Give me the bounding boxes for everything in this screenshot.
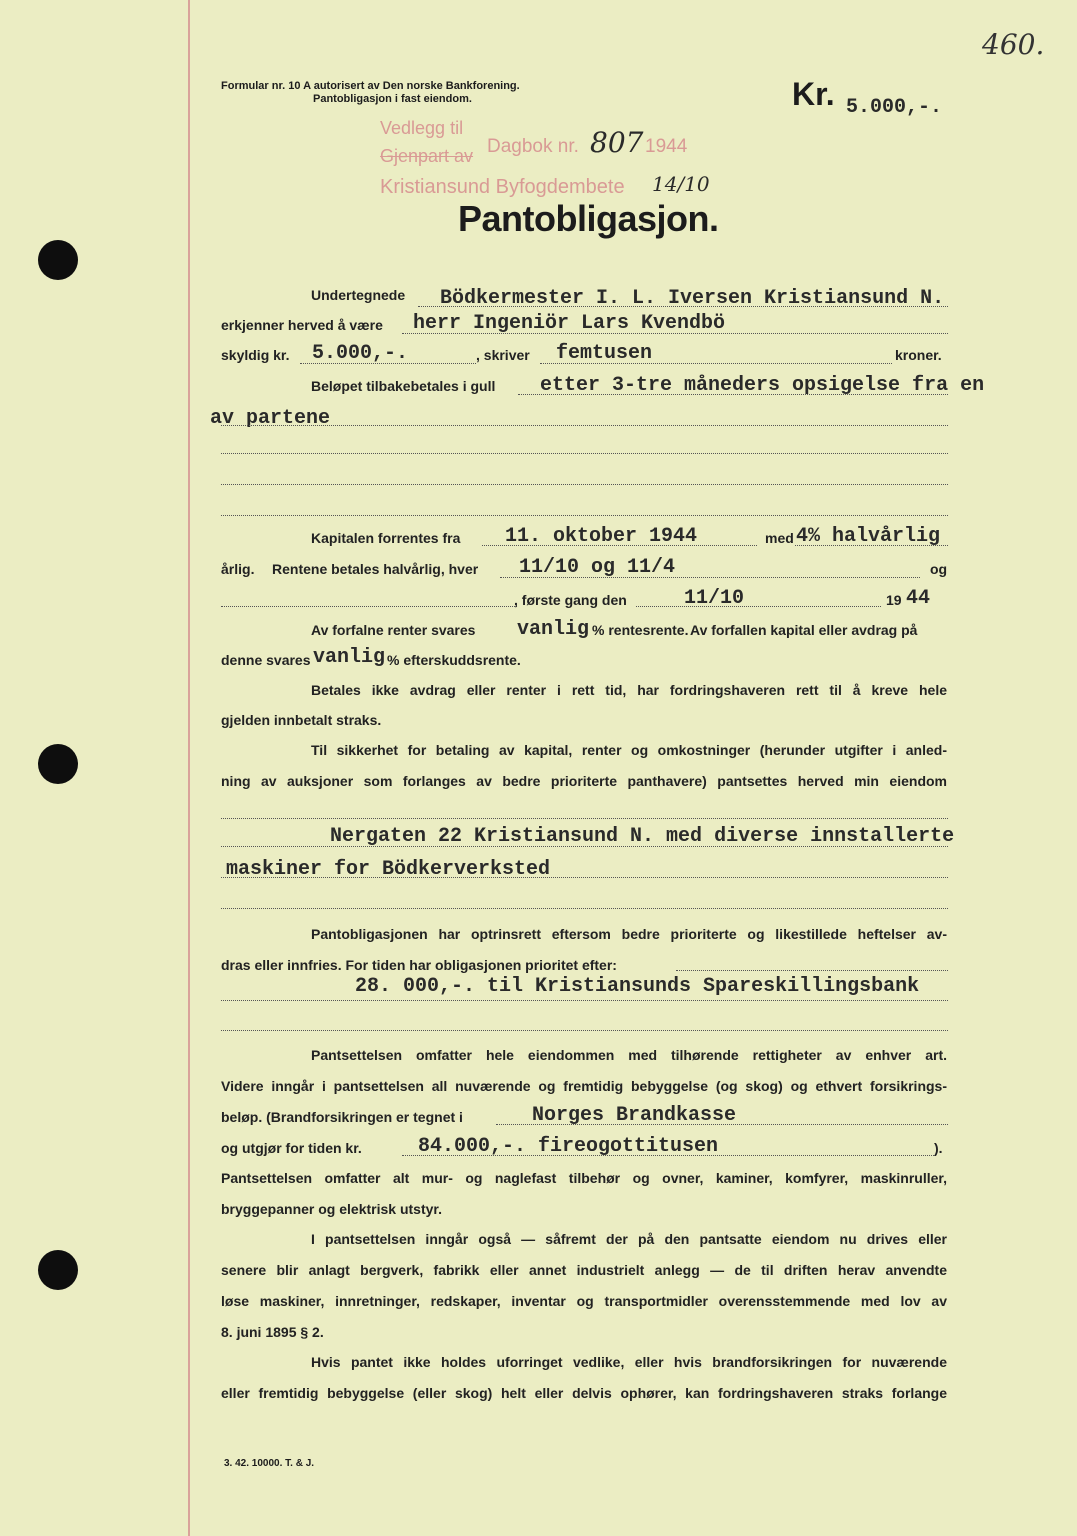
para-inngar-line1: I pantsettelsen inngår også — såfremt der på den pantsatte eiendom nu drives eller [311, 1231, 947, 1247]
erkjenner-value: herr Ingeniör Lars Kvendbö [413, 312, 726, 335]
forfalne-rest: Av forfallen kapital eller avdrag på [690, 622, 918, 638]
utgjor-value: 84.000,-. fireogottitusen [418, 1135, 719, 1158]
med-label: med [765, 530, 794, 546]
prioritet-value: 28. 000,-. til Kristiansunds Spareskillingsbank [355, 975, 920, 998]
stamp-line3: Kristiansund Byfogdembete [380, 176, 625, 198]
erkjenner-label: erkjenner herved å være [221, 317, 383, 333]
stamp-dagbok-number: 807 [590, 126, 644, 159]
form-header-line2: Pantobligasjon i fast eiendom. [313, 93, 472, 105]
margin-rule [188, 0, 190, 1536]
para-pantsettelsen-line2: Videre inngår i pantsettelsen all nuværende og fremtidig bebyggelse (og skog) og ethvert forsikrings- [221, 1078, 947, 1094]
para-hvis-line1: Hvis pantet ikke holdes uforringet vedlike, eller hvis brandforsikringen for nuværende [311, 1354, 947, 1370]
skriver-label: , skriver [476, 347, 530, 363]
stamp-line1: Vedlegg til [380, 118, 464, 138]
para-prioritet-line2: dras eller innfries. For tiden har obligasjonen prioritet efter: [221, 957, 617, 973]
document-title: Pantobligasjon. [458, 198, 719, 239]
binder-hole-middle [38, 744, 78, 784]
stamp-date: 14/10 [652, 172, 710, 196]
utgjor-close: ). [934, 1140, 943, 1156]
para-inngar-line4: 8. juni 1895 § 2. [221, 1324, 324, 1340]
property-line2: maskiner for Bödkerverksted [226, 858, 551, 881]
para-inngar-line2: senere blir anlagt bergverk, fabrikk eller annet industrielt anlegg — de til driften herav anvendte [221, 1262, 947, 1278]
footer-code: 3. 42. 10000. T. & J. [224, 1458, 315, 1469]
skriver-value: femtusen [556, 342, 653, 365]
denne-value: vanlig [313, 646, 386, 669]
brand-value: Norges Brandkasse [532, 1104, 737, 1127]
renter-label: Rentene betales halvårlig, hver [272, 561, 479, 577]
belop-value: etter 3-tre måneders opsigelse fra en [540, 374, 985, 397]
denne-suffix: % efterskuddsrente. [387, 652, 521, 668]
property-line1: Nergaten 22 Kristiansund N. med diverse innstallerte [330, 825, 955, 848]
forste-value: 11/10 [684, 587, 745, 610]
form-header [221, 80, 520, 106]
stamp-dagbok-label: Dagbok nr. [487, 136, 579, 157]
para-betales-line1: Betales ikke avdrag eller renter i rett tid, har fordringshaveren rett til å kreve hele [311, 682, 947, 698]
arlig-label: årlig. [221, 561, 255, 577]
binder-hole-bottom [38, 1250, 78, 1290]
para-sikkerhet-line2: ning av auksjoner som forlanges av bedre prioriterte panthavere) pantsettes herved min eiendom [221, 773, 947, 789]
para-hvis-line2: eller fremtidig bebyggelse (eller skog) helt eller delvis ophører, kan fordringshaveren straks forlange [221, 1385, 947, 1401]
para-omfatter-line2: bryggepanner og elektrisk utstyr. [221, 1201, 442, 1217]
kroner-label: kroner. [895, 347, 942, 363]
forste-year-value: 44 [906, 587, 931, 610]
page-number: 460. [982, 28, 1045, 61]
undertegnede-label: Undertegnede [311, 287, 406, 303]
forste-year-prefix: 19 [886, 592, 902, 608]
og-label: og [930, 561, 948, 577]
para-omfatter-line1: Pantsettelsen omfatter alt mur- og naglefast tilbehør og ovner, kaminer, komfyrer, maskinruller, [221, 1170, 947, 1186]
belop-label: Beløpet tilbakebetales i gull [311, 378, 496, 394]
para-pantsettelsen-line1: Pantsettelsen omfatter hele eiendommen med tilhørende rettigheter av enhver art. [311, 1047, 947, 1063]
belop-value-continued: av partene [210, 407, 331, 430]
forfalne-suffix: % rentesrente. [592, 622, 689, 638]
undertegnede-value: Bödkermester I. L. Iversen Kristiansund N. [440, 287, 945, 310]
skyldig-label: skyldig kr. [221, 347, 290, 363]
amount-prefix: Kr. [792, 76, 835, 112]
para-betales-line2: gjelden innbetalt straks. [221, 712, 382, 728]
utgjor-label: og utgjør for tiden kr. [221, 1140, 362, 1156]
skyldig-value: 5.000,-. [312, 342, 409, 365]
kapital-value: 11. oktober 1944 [505, 525, 698, 548]
form-header-line1: Formular nr. 10 A autorisert av Den norske Bankforening. [221, 80, 520, 92]
med-value: 4% halvårlig [796, 525, 941, 548]
amount-value: 5.000,-. [846, 96, 943, 119]
kapital-label: Kapitalen forrentes fra [311, 530, 461, 546]
para-sikkerhet-line1: Til sikkerhet for betaling av kapital, renter og omkostninger (herunder utgifter i anled- [311, 742, 947, 758]
forfalne-value: vanlig [517, 618, 590, 641]
para-pantsettelsen-line3: beløp. (Brandforsikringen er tegnet i [221, 1109, 463, 1125]
stamp-line2: Gjenpart av [380, 146, 474, 166]
forste-label: , første gang den [514, 592, 627, 608]
stamp-year: 1944 [645, 136, 688, 157]
para-prioritet-line1: Pantobligasjonen har optrinsrett eftersom bedre prioriterte og likestillede heftelser av- [311, 926, 947, 942]
para-inngar-line3: løse maskiner, innretninger, redskaper, inventar og transportmidler overensstemmende med lov av [221, 1293, 947, 1309]
denne-label: denne svares [221, 652, 311, 668]
renter-value: 11/10 og 11/4 [519, 556, 676, 579]
binder-hole-top [38, 240, 78, 280]
forfalne-label: Av forfalne renter svares [311, 622, 476, 638]
